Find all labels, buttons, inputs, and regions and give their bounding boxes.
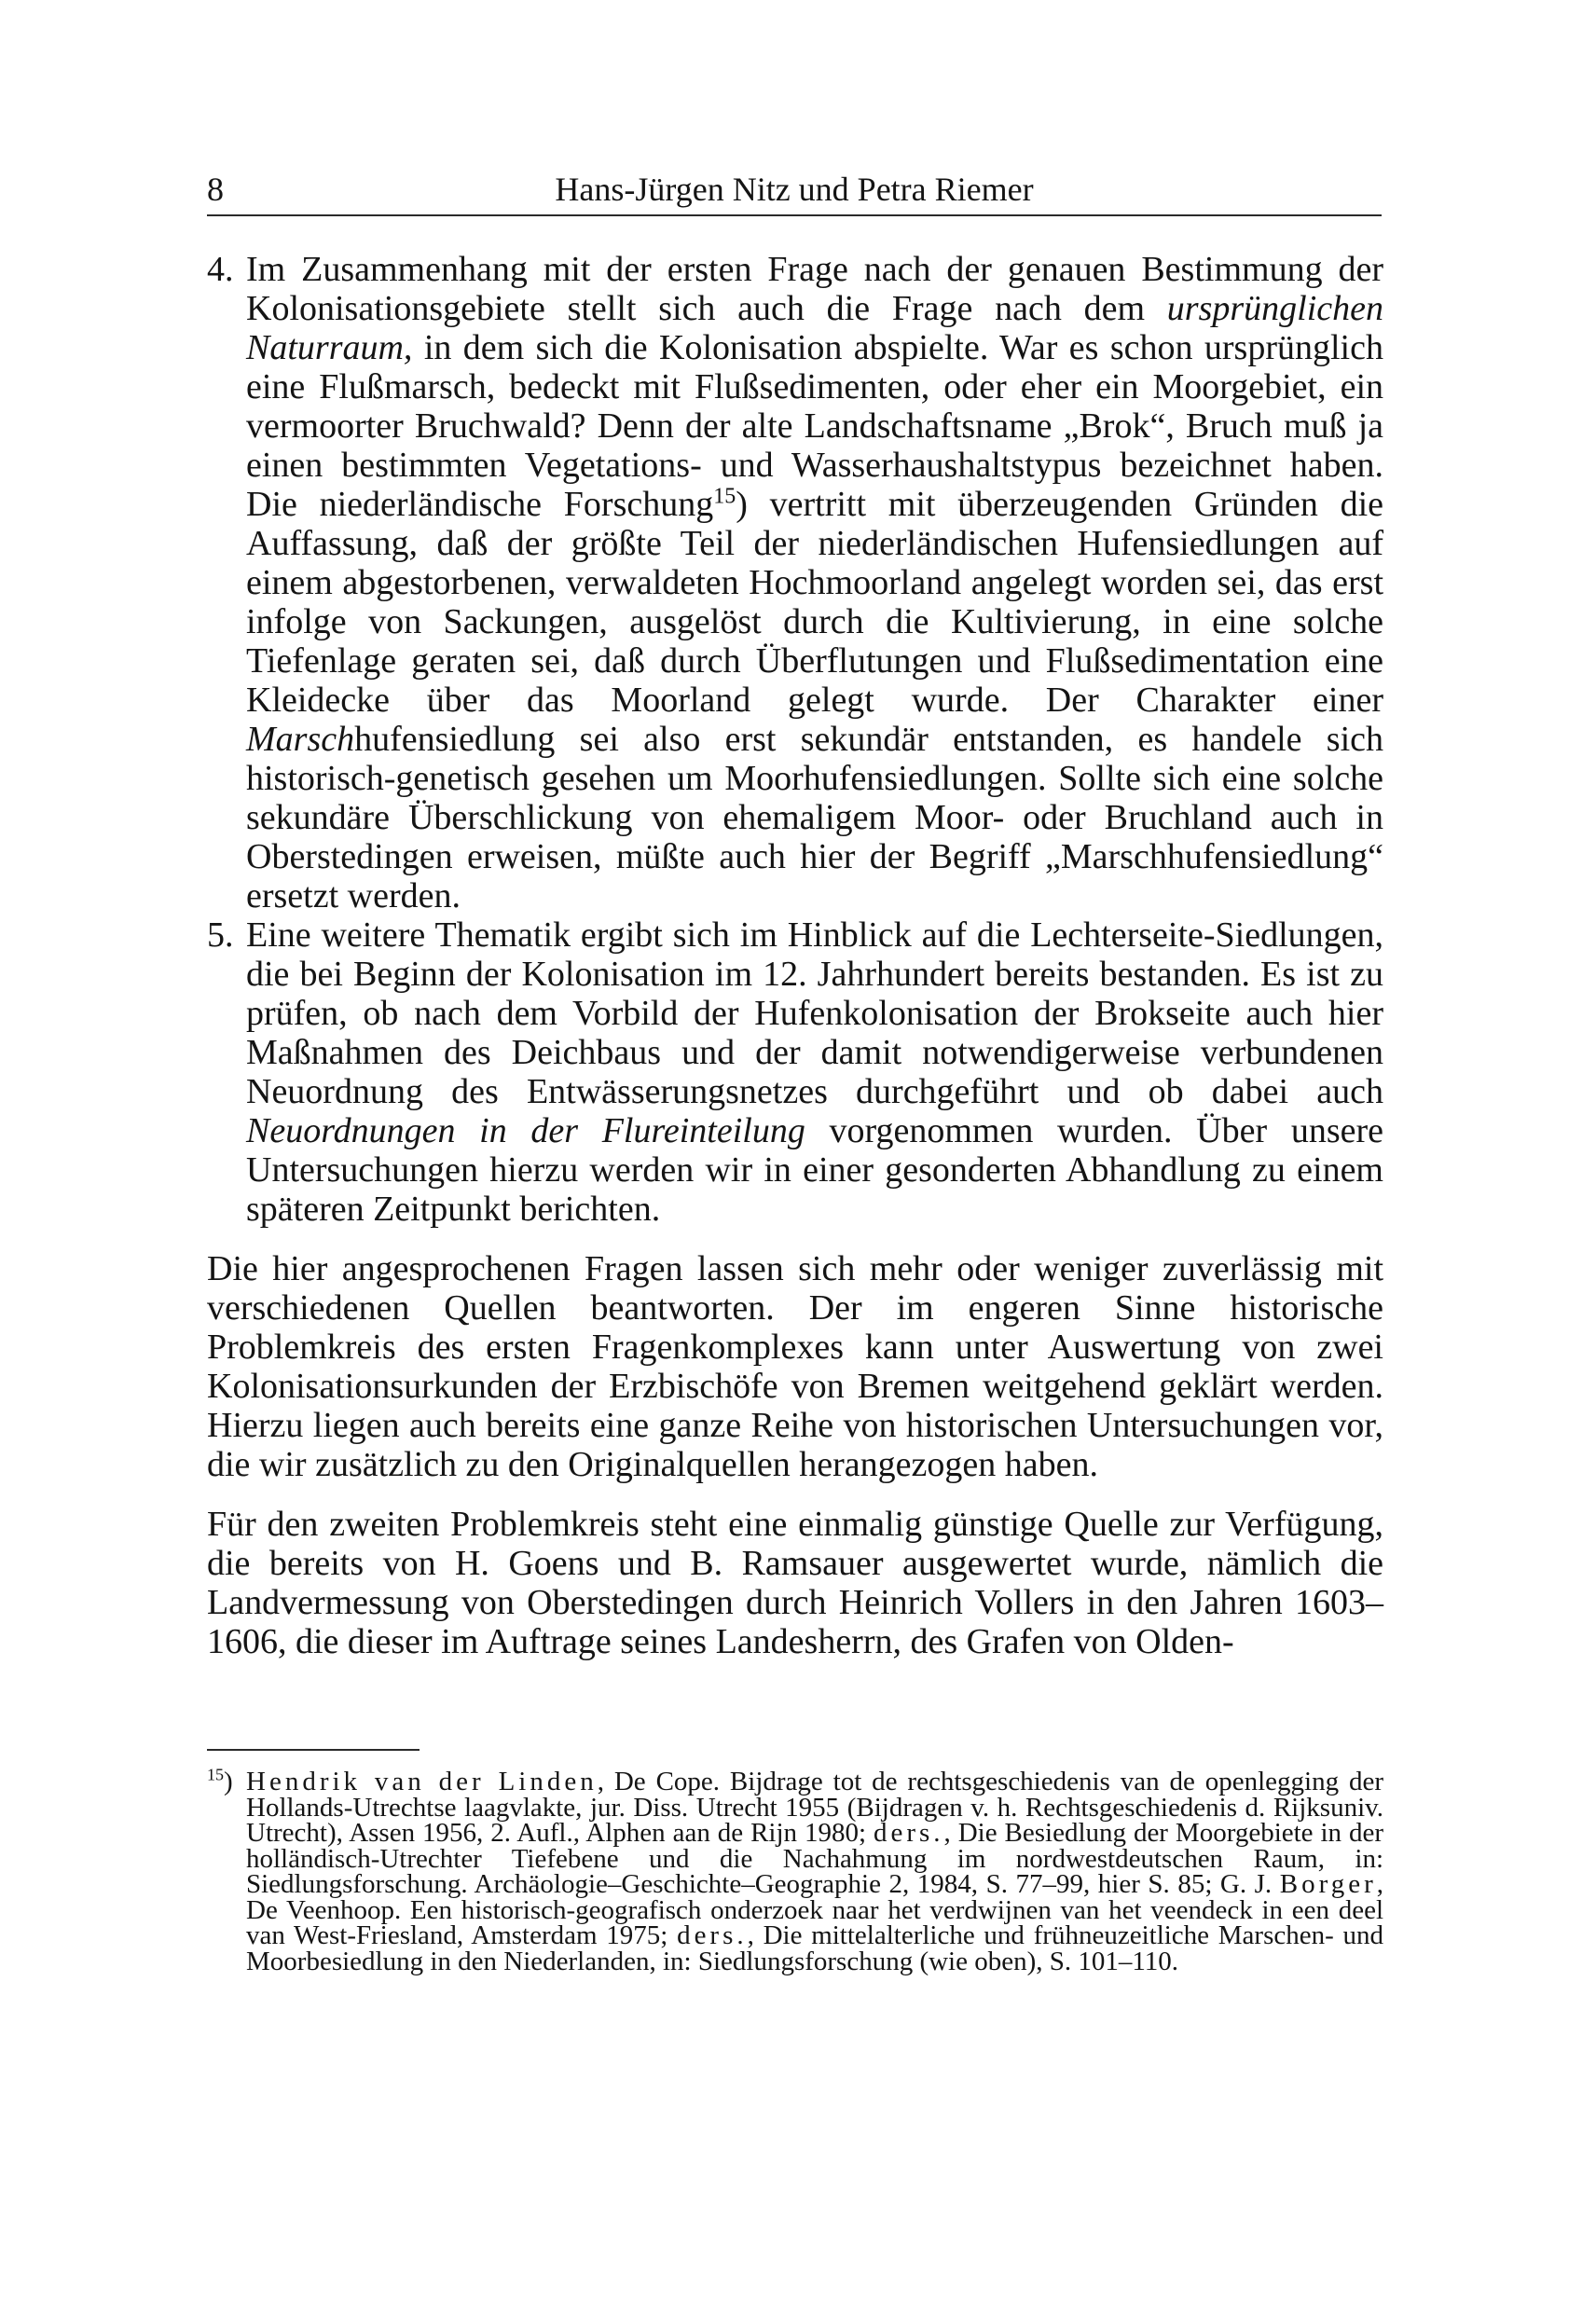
item4-emphasis-2: Marsch <box>246 720 355 759</box>
main-text <box>207 250 1383 1661</box>
page-number: 8 <box>207 171 224 208</box>
footnote-author-1: Hendrik van der Linden <box>246 1767 598 1796</box>
item4-text-2: in dem sich die Kolonisation abspielte. War es schon ursprünglich eine Flußmarsch, bedeckt mit Flußsedimenten, oder eher ein Moorgebiet, ein vermoorter Bruchwald? Denn der alte Landschaftsname „Brok“, Bruch muß ja einen bestimmten Vegetations- und Wasserhaushaltstypus bezeichnet haben. Die niederländische Forschung <box>246 328 1383 524</box>
footnote-mark-number: 15 <box>207 1765 224 1784</box>
paragraph-1: Die hier angesprochenen Fragen lassen sich mehr oder weniger zuverlässig mit verschiedenen Quellen beantworten. Der im engeren Sinne historische Problemkreis des ersten Fragenkomplexes kann unter Auswertung von zwei Kolonisationsurkunden der Erzbischöfe von Bremen weitgehend geklärt werden. Hierzu liegen auch bereits eine ganze Reihe von historischen Untersuchungen vor, die wir zusätzlich zu den Originalquellen herangezogen haben. <box>207 1249 1383 1484</box>
footnote-ders-2: ders. <box>677 1920 748 1950</box>
item4-text-1: Im Zusammenhang mit der ersten Frage nach der genauen Bestimmung der Kolonisationsgebiete stellt sich auch die Frage nach dem <box>246 250 1383 328</box>
footnote-text-1: , De Cope. Bijdrage tot de rechtsgeschiedenis van de openlegging der Hollands-Utrechtse laagvlakte, jur. Diss. Utrecht 1955 (Bijdragen v. h. Rechtsgeschiedenis d. Rijksuniv. Utrecht), Assen 1956, 2. Aufl., Alphen aan de Rijn 1980; <box>246 1767 1383 1848</box>
list-item-number: 4. <box>207 250 234 289</box>
list-item-number: 5. <box>207 915 234 955</box>
footnote-divider <box>207 1749 420 1751</box>
item4-emphasis-1: ursprünglichen Naturraum, <box>246 289 1383 367</box>
footnote-text <box>207 1765 1384 1976</box>
list-item-5 <box>207 915 1383 1229</box>
item4-text-3: ) vertritt mit überzeugenden Gründen die Auffassung, daß der größte Teil der niederländischen Hufensiedlungen auf einem abgestorbenen, verwaldeten Hochmoorland angelegt worden sei, das erst infolge von Sackungen, ausgelöst durch die Kultivierung, in eine solche Tiefenlage geraten sei, daß durch Überflutungen und Flußsedimentation eine Kleidecke über das Moorland gelegt wurde. Der Charakter einer <box>246 485 1383 720</box>
item5-text-2: vorgenommen wurden. Über unsere Untersuchungen hierzu werden wir in einer gesonderten Abhandlung zu einem späteren Zeitpunkt berichten. <box>246 1111 1384 1229</box>
footnote-author-2: Borger <box>1279 1869 1377 1899</box>
footnote-mark-paren: ) <box>224 1767 233 1796</box>
footnote-ders-1: ders. <box>873 1818 944 1848</box>
item4-text-4: hufensiedlung sei also erst sekundär entstanden, es handele sich historisch-genetisch gesehen um Moorhufensiedlungen. Sollte sich eine solche sekundäre Überschlickung von ehemaligem Moor- oder Bruchland auch in Oberstedingen erweisen, müßte auch hier der Begriff „Marschhufensiedlung“ ersetzt werden. <box>246 720 1383 915</box>
footnote-text-3: , De Veenhoop. Een historisch-geografisch onderzoek naar het verdwijnen van het veendeck in een deel van West-Friesland, Amsterdam 1975; <box>246 1869 1383 1950</box>
footnote-reference[interactable]: 15 <box>713 484 736 509</box>
list-item-4 <box>207 250 1383 915</box>
item5-emphasis-1: Neuordnungen in der Flureinteilung <box>246 1111 805 1150</box>
footnote-mark <box>207 1765 233 1796</box>
paragraph-2: Für den zweiten Problemkreis steht eine einmalig günstige Quelle zur Verfügung, die bereits von H. Goens und B. Ramsauer ausgewertet wurde, nämlich die Landvermessung von Oberstedingen durch Heinrich Vollers in den Jahren 1603–1606, die dieser im Auftrage seines Landesherrn, des Grafen von Olden- <box>207 1505 1383 1661</box>
footnote-15 <box>207 1765 1384 1976</box>
footnote-text-4: , Die mittelalterliche und frühneuzeitliche Marschen- und Moorbesiedlung in den Niederlanden, in: Siedlungsforschung (wie oben), S. 101–110. <box>246 1920 1383 1976</box>
item5-text-1: Eine weitere Thematik ergibt sich im Hinblick auf die Lechterseite-Siedlungen, die bei Beginn der Kolonisation im 12. Jahrhundert bereits bestanden. Es ist zu prüfen, ob nach dem Vorbild der Hufenkolonisation der Brokseite auch hier Maßnahmen des Deichbaus und der damit notwendigerweise verbundenen Neuordnung des Entwässerungsnetzes durchgeführt und ob dabei auch <box>246 915 1383 1111</box>
page-header <box>207 166 1382 216</box>
footnote-text-2: , Die Besiedlung der Moorgebiete in der holländisch-Utrechter Tiefebene und die Nachahmung im nordwestdeutschen Raum, in: Siedlungsforschung. Archäologie–Geschichte–Geographie 2, 1984, S. 77–99, hier S. 85; G. J. <box>246 1818 1384 1899</box>
running-title: Hans-Jürgen Nitz und Petra Riemer <box>555 171 1034 208</box>
